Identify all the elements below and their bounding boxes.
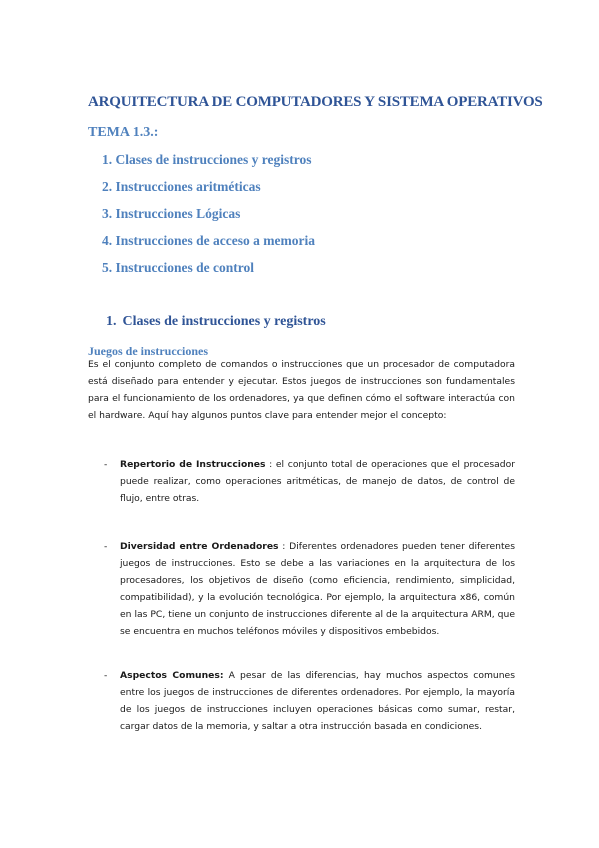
toc-item: 1. Clases de instrucciones y registros — [102, 152, 312, 167]
subheading: Juegos de instrucciones — [88, 344, 208, 358]
toc-item: 5. Instrucciones de control — [102, 260, 254, 275]
bullet-dash: - — [104, 459, 108, 470]
bullet-dash: - — [104, 670, 108, 681]
bullet-text — [120, 667, 515, 735]
toc-item: 4. Instrucciones de acceso a memoria — [102, 233, 315, 248]
bullet-text — [120, 538, 515, 640]
document-title: ARQUITECTURA DE COMPUTADORES Y SISTEMA OPERATIVOS — [88, 94, 543, 110]
bullet-term: Repertorio de Instrucciones — [120, 459, 266, 470]
bullet-dash: - — [104, 541, 108, 552]
bullet-body: A pesar de las diferencias, hay muchos aspectos comunes entre los juegos de instrucciones de diferentes ordenadores. Por ejemplo, la mayoría de los juegos de instrucciones incluyen operaciones básicas como sumar, restar, cargar datos de la memoria, y saltar a otra instrucción basada en condiciones. — [120, 670, 515, 732]
section-number: 1. — [106, 314, 117, 329]
bullet-body: : el conjunto total de operaciones que el procesador puede realizar, como operaciones aritméticas, de manejo de datos, de control de flujo, entre otras. — [120, 459, 515, 504]
section-title: Clases de instrucciones y registros — [122, 314, 326, 329]
table-of-contents — [102, 149, 315, 284]
toc-item: 3. Instrucciones Lógicas — [102, 206, 241, 221]
bullet-term: Diversidad entre Ordenadores — [120, 541, 279, 552]
bullet-text — [120, 456, 515, 507]
bullet-body: : Diferentes ordenadores pueden tener diferentes juegos de instrucciones. Esto se debe a las variaciones en la arquitectura de los procesadores, los objetivos de diseño (como eficiencia, rendimiento, simplicidad, compatibilidad), y la evolución tecnológica. Por ejemplo, la arquitectura x86, común en las PC, tiene un conjunto de instrucciones diferente al de la arquitectura ARM, que se encuentra en muchos teléfonos móviles y dispositivos embebidos. — [120, 541, 515, 637]
section-heading — [106, 314, 326, 330]
toc-item: 2. Instrucciones aritméticas — [102, 179, 261, 194]
intro-paragraph: Es el conjunto completo de comandos o instrucciones que un procesador de computadora está diseñado para entender y ejecutar. Estos juegos de instrucciones son fundamentales para el funcionamiento de los ordenadores, ya que definen cómo el software interactúa con el hardware. Aquí hay algunos puntos clave para entender mejor el concepto: — [88, 359, 515, 421]
topic-heading: TEMA 1.3.: — [88, 125, 159, 140]
bullet-term: Aspectos Comunes: — [120, 670, 224, 681]
